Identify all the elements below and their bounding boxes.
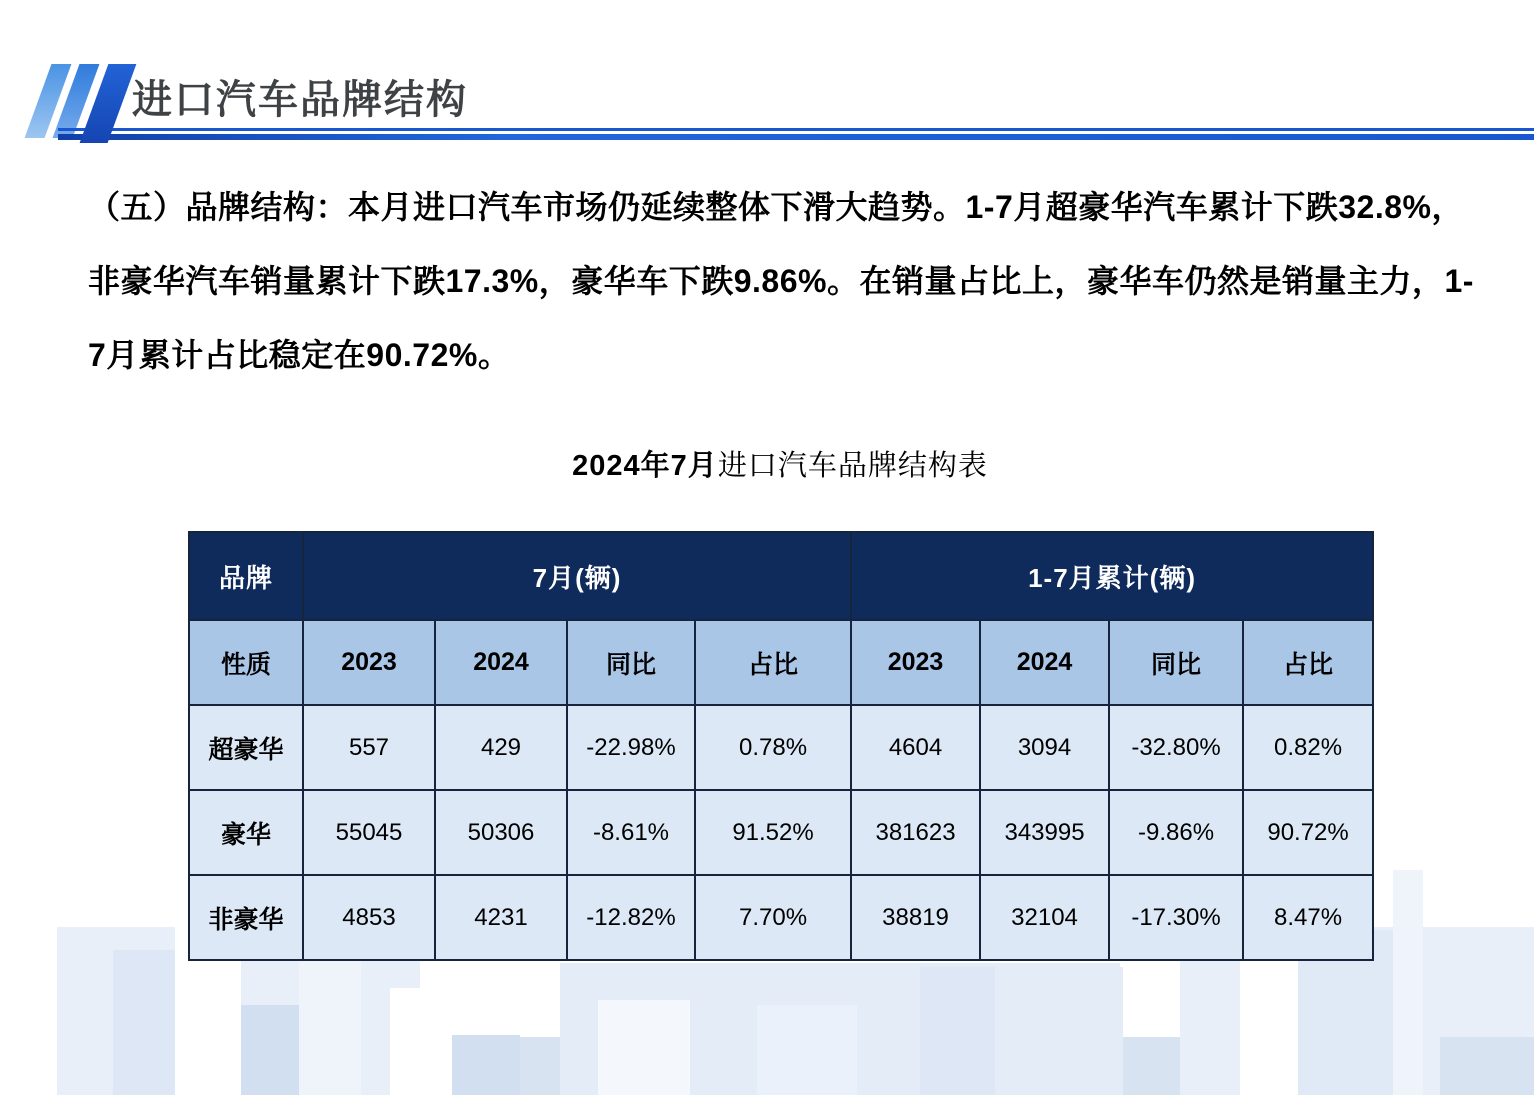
- header-brand: 品牌: [189, 532, 303, 620]
- slide-header: [0, 0, 1534, 150]
- header-rule-thick: [58, 134, 1534, 140]
- cell-value: 381623: [851, 790, 980, 875]
- header-nature: 性质: [189, 620, 303, 705]
- subheader-share: 占比: [695, 620, 851, 705]
- cell-value: 38819: [851, 875, 980, 960]
- page-title: 进口汽车品牌结构: [132, 78, 468, 122]
- cell-value: 8.47%: [1243, 875, 1373, 960]
- skyline-bar: [241, 1005, 299, 1095]
- cell-value: 90.72%: [1243, 790, 1373, 875]
- subheader-2024: 2024: [980, 620, 1109, 705]
- cell-value: -12.82%: [567, 875, 695, 960]
- cell-value: 7.70%: [695, 875, 851, 960]
- skyline-bar: [0, 855, 57, 1095]
- subheader-yoy: 同比: [1109, 620, 1243, 705]
- cell-value: -32.80%: [1109, 705, 1243, 790]
- subheader-2023: 2023: [851, 620, 980, 705]
- skyline-bar: [1440, 1037, 1534, 1095]
- header-group-cumulative: 1-7月累计(辆): [851, 532, 1373, 620]
- table-title-rest: 进口汽车品牌结构表: [717, 450, 988, 482]
- skyline-bar: [1068, 967, 1123, 1095]
- cell-value: 91.52%: [695, 790, 851, 875]
- table-title: [188, 443, 1372, 484]
- header-rule-thin: [58, 128, 1534, 131]
- row-label: 非豪华: [189, 875, 303, 960]
- brand-structure-table: [188, 531, 1374, 961]
- cell-value: 50306: [435, 790, 567, 875]
- skyline-bar: [1393, 870, 1423, 1095]
- table-row: [189, 705, 1373, 790]
- cell-value: 4231: [435, 875, 567, 960]
- cell-value: -22.98%: [567, 705, 695, 790]
- cell-value: 343995: [980, 790, 1109, 875]
- cell-value: 557: [303, 705, 435, 790]
- subheader-share: 占比: [1243, 620, 1373, 705]
- skyline-bar: [452, 1035, 520, 1095]
- summary-line: 7月累计占比稳定在90.72%。: [88, 337, 511, 373]
- skyline-bar: [598, 1000, 690, 1095]
- subheader-2024: 2024: [435, 620, 567, 705]
- skyline-bar: [920, 967, 995, 1095]
- cell-value: -8.61%: [567, 790, 695, 875]
- row-label: 豪华: [189, 790, 303, 875]
- cell-value: 4604: [851, 705, 980, 790]
- subheader-yoy: 同比: [567, 620, 695, 705]
- summary-paragraph: [88, 170, 1474, 392]
- cell-value: 0.78%: [695, 705, 851, 790]
- table-row: [189, 875, 1373, 960]
- skyline-bar: [113, 950, 175, 1095]
- summary-line: （五）品牌结构：本月进口汽车市场仍延续整体下滑大趋势。1-7月超豪华汽车累计下跌32.8%，: [88, 189, 1464, 225]
- cell-value: -9.86%: [1109, 790, 1243, 875]
- cell-value: 4853: [303, 875, 435, 960]
- cell-value: -17.30%: [1109, 875, 1243, 960]
- header-group-july: 7月(辆): [303, 532, 851, 620]
- cell-value: 3094: [980, 705, 1109, 790]
- brand-structure-table-wrap: [188, 531, 1374, 961]
- cell-value: 55045: [303, 790, 435, 875]
- cell-value: 0.82%: [1243, 705, 1373, 790]
- cell-value: 32104: [980, 875, 1109, 960]
- table-title-bold: 2024年7月: [572, 450, 718, 482]
- table-row: [189, 790, 1373, 875]
- row-label: 超豪华: [189, 705, 303, 790]
- cell-value: 429: [435, 705, 567, 790]
- summary-line: 非豪华汽车销量累计下跌17.3%，豪华车下跌9.86%。在销量占比上，豪华车仍然是销量主力，1-: [88, 263, 1474, 299]
- skyline-bar: [757, 1005, 857, 1095]
- subheader-2023: 2023: [303, 620, 435, 705]
